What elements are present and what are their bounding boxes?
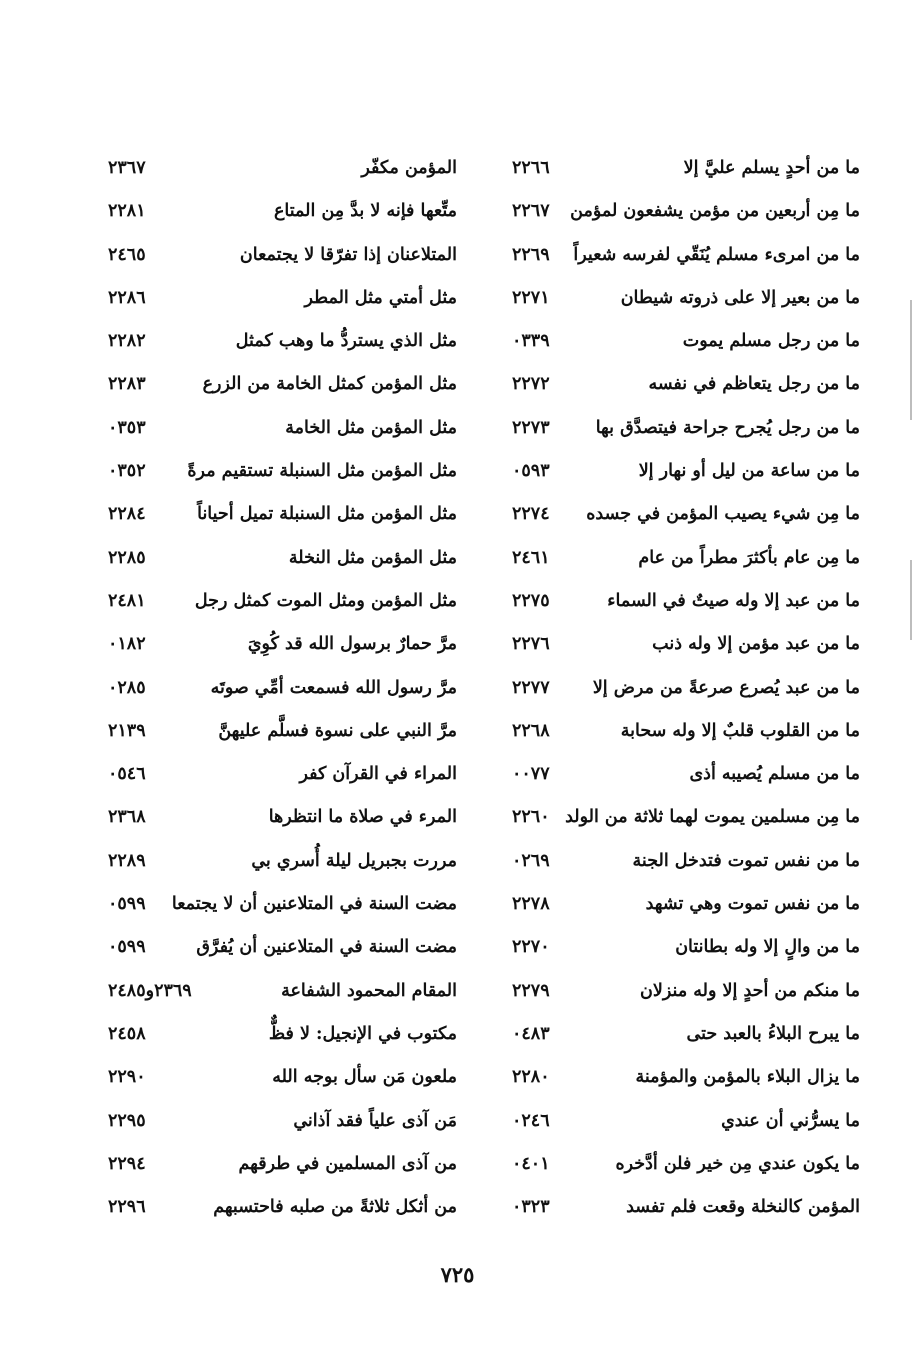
index-row (0, 840, 915, 883)
entry-text-left-column: المقام المحمود الشفاعة (281, 980, 457, 1001)
entry-text-right-column: ما من عبد مؤمن إلا وله ذنب (652, 634, 860, 655)
entry-text-left-column: مرَّ حمارٌ برسول الله قد كُوِيَ (247, 634, 457, 655)
index-rows (0, 147, 915, 1229)
entry-text-right-column: ما من والٍ إلا وله بطانتان (675, 937, 860, 958)
entry-number-left-column: ٢٣٦٩و٢٤٨٥ (108, 980, 192, 1001)
index-row (0, 1143, 915, 1186)
entry-number-left-column: ٢١٣٩ (108, 720, 146, 741)
entry-text-left-column: مثل المؤمن مثل الخامة (285, 417, 457, 438)
index-row (0, 277, 915, 320)
entry-text-right-column: ما من أحدٍ يسلم عليَّ إلا (683, 158, 860, 178)
entry-text-right-column: ما من رجل مسلم يموت (682, 331, 860, 352)
entry-number-right-column: ٠٢٦٩ (512, 850, 550, 871)
entry-number-left-column: ٢٢٨٤ (108, 504, 146, 525)
entry-number-left-column: ٢٣٦٨ (108, 807, 146, 828)
entry-text-left-column: من آذى المسلمين في طرقهم (238, 1153, 457, 1174)
entry-number-left-column: ٠١٨٢ (108, 634, 146, 655)
entry-text-right-column: ما من عبد يُصرع صرعةً من مرض إلا (592, 677, 860, 698)
entry-number-right-column: ٢٢٧٩ (512, 980, 550, 1001)
entry-number-right-column: ٢٢٧٨ (512, 894, 550, 915)
index-row (0, 883, 915, 926)
entry-number-right-column: ٠٤٠١ (512, 1153, 550, 1174)
entry-text-left-column: مثل الذي يستردُّ ما وهب كمثل (235, 331, 457, 352)
entry-number-left-column: ٠٥٩٩ (108, 894, 146, 915)
entry-text-left-column: المؤمن مكفّر (361, 158, 457, 178)
index-row (0, 796, 915, 839)
entry-number-left-column: ٢٢٨١ (108, 201, 146, 222)
entry-number-left-column: ٢٢٨٩ (108, 850, 146, 871)
entry-text-right-column: ما منكم من أحدٍ إلا وله منزلان (640, 980, 860, 1001)
entry-number-right-column: ٢٢٧٧ (512, 677, 550, 698)
entry-text-left-column: مكتوب في الإنجيل: لا فظٌّ (268, 1023, 457, 1044)
index-row (0, 147, 915, 190)
entry-text-left-column: مَن آذى علياً فقد آذاني (293, 1110, 457, 1131)
entry-text-right-column: ما من نفس تموت فتدخل الجنة (632, 850, 860, 871)
entry-number-left-column: ٢٢٨٥ (108, 547, 146, 568)
index-row (0, 580, 915, 623)
entry-number-left-column: ٠٥٩٩ (108, 937, 146, 958)
index-row (0, 407, 915, 450)
entry-text-right-column: ما من رجل يتعاظم في نفسه (648, 374, 860, 395)
index-row (0, 190, 915, 233)
entry-number-right-column: ٢٢٦٨ (512, 720, 550, 741)
entry-number-left-column: ٢٣٦٧ (108, 158, 146, 178)
entry-text-left-column: مثل المؤمن مثل السنبلة تستقيم مرةً (187, 461, 457, 482)
entry-text-right-column: ما من نفس تموت وهي تشهد (645, 894, 860, 915)
entry-number-right-column: ٢٢٧٢ (512, 374, 550, 395)
entry-number-right-column: ٢٢٦٧ (512, 201, 550, 222)
entry-text-right-column: ما من مسلم يُصيبه أذى (689, 764, 860, 785)
index-row (0, 450, 915, 493)
index-row (0, 493, 915, 536)
entry-number-left-column: ٠٥٤٦ (108, 764, 146, 785)
entry-text-right-column: المؤمن كالنخلة وقعت فلم تفسد (626, 1197, 860, 1218)
entry-number-left-column: ٢٢٨٣ (108, 374, 146, 395)
entry-text-left-column: مررت بجبريل ليلة أُسري بي (251, 850, 457, 871)
entry-number-left-column: ٢٢٩٥ (108, 1110, 146, 1131)
entry-text-right-column: ما يبرح البلاءُ بالعبد حتى (686, 1023, 860, 1044)
entry-number-right-column: ٢٢٧١ (512, 287, 550, 308)
entry-number-right-column: ٢٢٧٤ (512, 504, 550, 525)
index-row (0, 234, 915, 277)
entry-number-left-column: ٢٢٩٦ (108, 1197, 146, 1218)
entry-text-right-column: ما مِن أربعين من مؤمن يشفعون لمؤمن (570, 201, 860, 222)
entry-number-right-column: ٢٤٦١ (512, 547, 550, 568)
index-row (0, 1013, 915, 1056)
entry-text-left-column: مثل المؤمن ومثل الموت كمثل رجل (194, 590, 457, 611)
entry-text-right-column: ما من عبد إلا وله صيتٌ في السماء (607, 590, 860, 611)
entry-text-right-column: ما من القلوب قلبٌ إلا وله سحابة (620, 720, 860, 741)
index-row (0, 363, 915, 406)
index-row (0, 1100, 915, 1143)
entry-text-left-column: مرَّ النبي على نسوة فسلَّم عليهنَّ (218, 720, 457, 741)
entry-number-left-column: ٢٢٩٠ (108, 1067, 146, 1088)
entry-number-left-column: ٠٢٨٥ (108, 677, 146, 698)
entry-text-right-column: ما مِن عام بأكثرَ مطراً من عام (638, 547, 860, 568)
entry-text-left-column: مرَّ رسول الله فسمعت أمِّي صوتَه (210, 677, 457, 698)
index-row (0, 970, 915, 1013)
entry-text-right-column: ما يسرُّني أن عندي (721, 1110, 860, 1131)
entry-number-right-column: ٠٤٨٣ (512, 1023, 550, 1044)
entry-number-right-column: ٢٢٧٣ (512, 417, 550, 438)
entry-number-right-column: ٠٠٧٧ (512, 764, 550, 785)
entry-number-right-column: ٢٢٦٦ (512, 158, 550, 178)
entry-number-right-column: ٢٢٦٩ (512, 244, 550, 265)
entry-text-right-column: ما من رجل يُجرح جراحة فيتصدَّق بها (595, 417, 860, 438)
entry-number-left-column: ٢٢٨٦ (108, 287, 146, 308)
entry-text-right-column: ما مِن مسلمين يموت لهما ثلاثة من الولد (565, 807, 860, 828)
entry-text-left-column: مثل المؤمن مثل النخلة (288, 547, 457, 568)
entry-text-right-column: ما من امرىء مسلم يُنَقّي لفرسه شعيراً (573, 244, 860, 265)
entry-text-right-column: ما مِن شيء يصيب المؤمن في جسده (586, 504, 860, 525)
entry-text-right-column: ما من ساعة من ليل أو نهار إلا (638, 461, 860, 482)
entry-number-left-column: ٠٣٥٣ (108, 417, 146, 438)
entry-text-right-column: ما يكون عندي مِن خير فلن أدَّخره (615, 1153, 860, 1174)
entry-number-right-column: ٢٢٧٠ (512, 937, 550, 958)
entry-text-left-column: المرء في صلاة ما انتظرها (268, 807, 457, 828)
entry-text-left-column: من أثكل ثلاثةً من صلبه فاحتسبهم (213, 1197, 457, 1218)
entry-number-right-column: ٠٣٣٩ (512, 331, 550, 352)
entry-number-right-column: ٢٢٨٠ (512, 1067, 550, 1088)
entry-number-left-column: ٢٤٥٨ (108, 1023, 146, 1044)
entry-text-left-column: مثل المؤمن مثل السنبلة تميل أحياناً (197, 504, 457, 525)
index-row (0, 623, 915, 666)
entry-text-left-column: مثل المؤمن كمثل الخامة من الزرع (202, 374, 457, 395)
entry-number-left-column: ٢٢٩٤ (108, 1153, 146, 1174)
entry-number-right-column: ٢٢٧٦ (512, 634, 550, 655)
entry-number-right-column: ٢٢٧٥ (512, 590, 550, 611)
entry-text-left-column: مضت السنة في المتلاعنين أن يُفرَّق (196, 937, 457, 958)
index-row (0, 753, 915, 796)
entry-number-right-column: ٢٢٦٠ (512, 807, 550, 828)
entry-number-left-column: ٢٤٨١ (108, 590, 146, 611)
entry-number-right-column: ٠٣٢٣ (512, 1197, 550, 1218)
entry-number-right-column: ٠٥٩٣ (512, 461, 550, 482)
index-row (0, 926, 915, 969)
entry-text-left-column: مضت السنة في المتلاعنين أن لا يجتمعا (171, 894, 457, 915)
entry-number-left-column: ٢٢٨٢ (108, 331, 146, 352)
index-row (0, 1056, 915, 1099)
index-row (0, 320, 915, 363)
index-row (0, 710, 915, 753)
page-number: ٧٢٥ (440, 1262, 475, 1287)
index-row (0, 1186, 915, 1229)
entry-text-left-column: المتلاعنان إذا تفرّقا لا يجتمعان (239, 244, 457, 265)
entry-number-left-column: ٠٣٥٢ (108, 461, 146, 482)
entry-text-right-column: ما يزال البلاء بالمؤمن والمؤمنة (635, 1067, 860, 1088)
entry-text-left-column: ملعون مَن سأل بوجه الله (272, 1067, 457, 1088)
entry-text-left-column: مثل أمتي مثل المطر (304, 287, 457, 308)
entry-number-right-column: ٠٢٤٦ (512, 1110, 550, 1131)
entry-text-right-column: ما من بعير إلا على ذروته شيطان (620, 287, 860, 308)
index-row (0, 667, 915, 710)
entry-text-left-column: المراء في القرآن كفر (299, 764, 457, 785)
entry-text-left-column: متِّعها فإنه لا بدَّ مِن المتاع (273, 201, 457, 222)
index-row (0, 537, 915, 580)
entry-number-left-column: ٢٤٦٥ (108, 244, 146, 265)
